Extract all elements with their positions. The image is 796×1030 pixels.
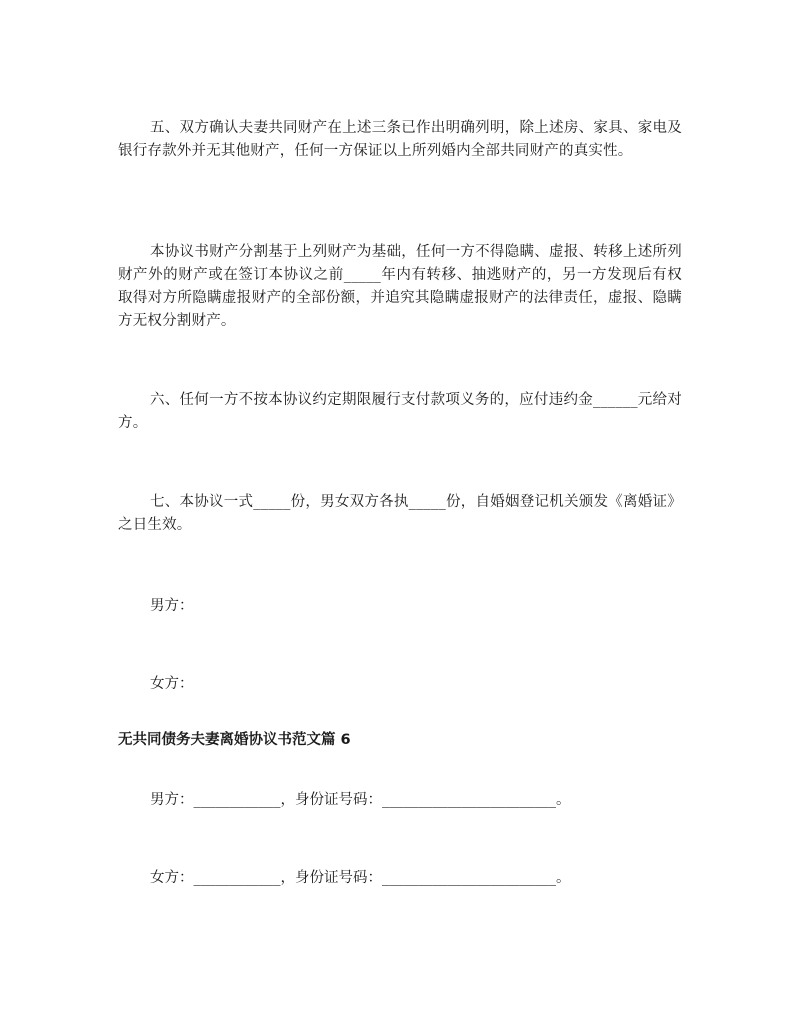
clause-5-paragraph: 五、双方确认夫妻共同财产在上述三条已作出明确列明，除上述房、家具、家电及银行存款外并无其他财产，任何一方保证以上所列婚内全部共同财产的真实性。 xyxy=(118,120,682,159)
male-signature-label: 男方： xyxy=(150,598,194,614)
clause-7-paragraph: 七、本协议一式_____份，男女双方各执_____份，自婚姻登记机关颁发《离婚证》之日生效。 xyxy=(118,494,682,533)
female-signature-label: 女方： xyxy=(150,676,194,692)
section-title: 无共同债务夫妻离婚协议书范文篇 6 xyxy=(118,732,351,748)
clause-6-paragraph: 六、任何一方不按本协议约定期限履行支付款项义务的，应付违约金______元给对方。 xyxy=(118,392,682,431)
female-party-line: 女方：____________，身份证号码：________________________。 xyxy=(150,870,571,886)
clause-5-note-paragraph: 本协议书财产分割基于上列财产为基础，任何一方不得隐瞒、虚报、转移上述所列财产外的财产或在签订本协议之前_____年内有转移、抽逃财产的，另一方发现后有权取得对方所隐瞒虚报财产的全部份额，并追究其隐瞒虚报财产的法律责任，虚报、隐瞒方无权分割财产。 xyxy=(118,244,682,329)
male-party-line: 男方：____________，身份证号码：________________________。 xyxy=(150,792,571,808)
